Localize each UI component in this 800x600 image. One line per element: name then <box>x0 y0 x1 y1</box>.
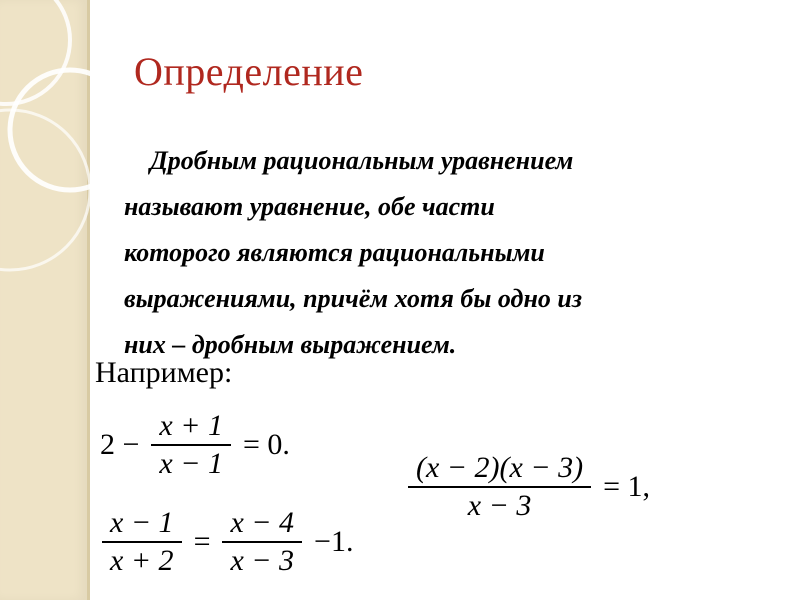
equation-tail: = 0. <box>242 428 290 461</box>
fraction-numerator: (x − 2)(x − 3) <box>416 451 584 484</box>
fraction <box>151 408 231 482</box>
equation-1 <box>94 408 296 482</box>
decorative-rings <box>0 0 90 600</box>
fraction-numerator: x + 1 <box>159 409 223 442</box>
equation-3 <box>402 450 656 524</box>
example-label: Например: <box>95 356 233 389</box>
fraction-left <box>102 505 182 579</box>
fraction-denominator: x − 3 <box>467 489 532 522</box>
definition-text <box>124 138 764 368</box>
decorative-ring-top <box>0 0 70 104</box>
fraction-numerator: x − 4 <box>230 506 295 539</box>
definition-line: них – дробным выражением. <box>124 330 457 359</box>
equation-tail: −1. <box>314 525 354 558</box>
equation-tail: = 1, <box>603 470 651 503</box>
fraction-denominator: x − 3 <box>230 544 295 577</box>
decorative-side-band <box>0 0 90 600</box>
fraction-denominator: x + 2 <box>110 544 174 577</box>
fraction-denominator: x − 1 <box>159 447 223 480</box>
slide-title: Определение <box>134 49 364 94</box>
fraction-right <box>222 505 302 579</box>
fraction <box>408 450 591 524</box>
fraction-numerator: x − 1 <box>110 506 174 539</box>
definition-line: Дробным рациональным уравнением <box>150 146 574 175</box>
equals-sign: = <box>193 525 211 558</box>
definition-line: называют уравнение, обе части <box>124 192 495 221</box>
equation-lead: 2 − <box>100 428 140 461</box>
definition-line: которого являются рациональными <box>124 238 545 267</box>
equation-2 <box>96 505 359 579</box>
definition-line: выражениями, причём хотя бы одно из <box>124 284 582 313</box>
